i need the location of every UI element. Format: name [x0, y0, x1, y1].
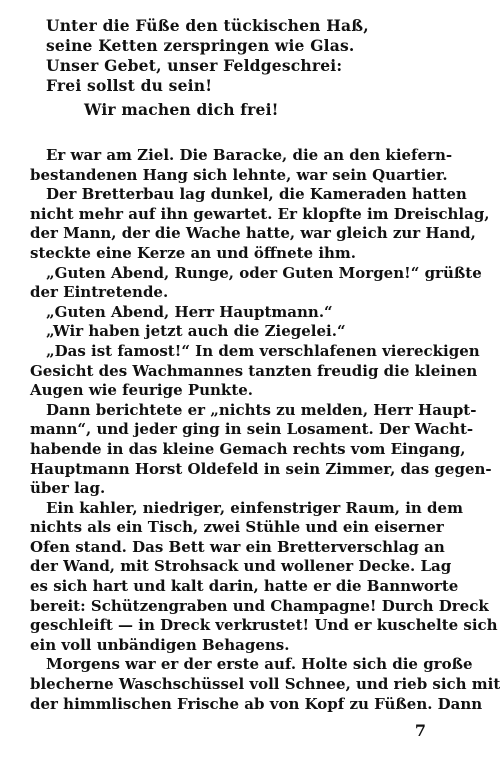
- paragraph: [30, 146, 453, 185]
- poem-line: seine Ketten zerspringen wie Glas.: [46, 36, 355, 55]
- paragraph: [30, 322, 426, 342]
- text-line: bestandenen Hang sich lehnte, war sein Quartier.: [30, 165, 448, 184]
- text-line: Der Bretterbau lag dunkel, die Kameraden hatten: [46, 185, 467, 204]
- text-line: über lag.: [30, 479, 106, 498]
- text-line: nicht mehr auf ihn gewartet. Er klopfte im Dreischlag,: [30, 204, 490, 223]
- poem-line: Frei sollst du sein!: [46, 76, 213, 95]
- poem-line: Unser Gebet, unser Feldgeschrei:: [46, 56, 343, 75]
- text-line: „Guten Abend, Herr Hauptmann.“: [46, 302, 333, 321]
- text-line: der Eintretende.: [30, 283, 169, 302]
- text-line: nichts als ein Tisch, zwei Stühle und ein eiserner: [30, 518, 444, 537]
- text-line: Morgens war er der erste auf. Holte sich die große: [46, 655, 473, 674]
- page-number: 7: [414, 721, 426, 740]
- text-line: mann“, und jeder ging in sein Losament. Der Wacht-: [30, 420, 474, 439]
- poem-stanza: [46, 16, 369, 120]
- text-line: bereit: Schützengraben und Champagne! Durch Dreck: [30, 596, 489, 615]
- text-line: Ofen stand. Das Bett war ein Bretterverschlag an: [30, 537, 445, 556]
- paragraph: [30, 498, 498, 656]
- text-line: Gesicht des Wachmannes tanzten freudig die kleinen: [30, 361, 478, 380]
- paragraph: [30, 303, 426, 323]
- text-line: der Wand, mit Strohsack und wollener Decke. Lag: [30, 557, 452, 576]
- prose-body: [30, 146, 500, 714]
- text-line: Dann berichtete er „nichts zu melden, Herr Haupt-: [46, 400, 477, 419]
- paragraph: [30, 400, 492, 499]
- text-line: es sich hart und kalt darin, hatte er die Bannworte: [30, 577, 459, 596]
- text-line: Augen wie feurige Punkte.: [30, 381, 254, 400]
- paragraph: [30, 341, 480, 401]
- paragraph: [30, 655, 500, 714]
- text-line: der himmlischen Frische ab von Kopf zu Füßen. Dann: [30, 694, 483, 713]
- text-line: Ein kahler, niedriger, einfenstriger Raum, in dem: [46, 498, 463, 517]
- text-line: geschleift — in Dreck verkrustet! Und er kuschelte sich: [30, 616, 498, 635]
- text-line: „Guten Abend, Runge, oder Guten Morgen!“ grüßte: [46, 263, 482, 282]
- poem-refrain: Wir machen dich frei!: [84, 100, 279, 119]
- text-line: blecherne Waschschüssel voll Schnee, und rieb sich mit: [30, 675, 500, 694]
- text-line: habende in das kleine Gemach rechts vom Eingang,: [30, 439, 466, 458]
- text-line: steckte eine Kerze an und öffnete ihm.: [30, 243, 357, 262]
- text-line: Hauptmann Horst Oldefeld in sein Zimmer, das gegen-: [30, 459, 492, 478]
- poem-line: Unter die Füße den tückischen Haß,: [46, 16, 369, 35]
- text-line: ein voll unbändigen Behagens.: [30, 635, 290, 654]
- text-line: „Das ist famost!“ In dem verschlafenen viereckigen: [46, 341, 480, 360]
- text-line: Er war am Ziel. Die Baracke, die an den kiefern-: [46, 146, 453, 164]
- text-line: „Wir haben jetzt auch die Ziegelei.“: [46, 322, 346, 341]
- text-line: der Mann, der die Wache hatte, war gleich zur Hand,: [30, 224, 476, 243]
- paragraph: [30, 185, 490, 263]
- paragraph: [30, 263, 482, 303]
